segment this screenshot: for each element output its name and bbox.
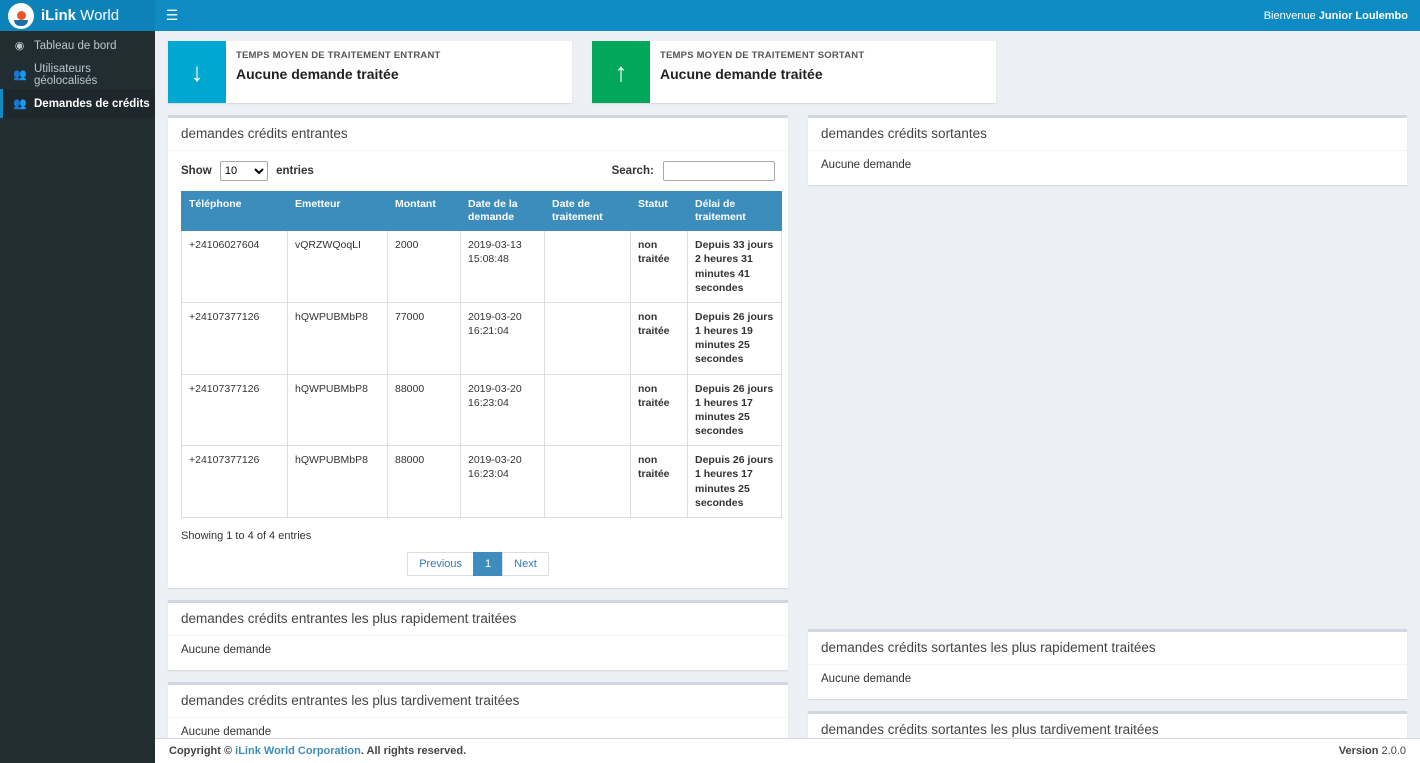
cell-montant: 88000 — [388, 374, 461, 446]
footer-copyright — [169, 745, 466, 757]
search-control — [612, 161, 775, 181]
sidebar-item-tableau-de-bord[interactable] — [0, 31, 155, 60]
cell-montant: 2000 — [388, 231, 461, 303]
box-empty-message: Aucune demande — [821, 673, 912, 685]
credits-icon: 👥 — [13, 98, 27, 110]
brand-title-bold: iLink — [41, 7, 77, 24]
kpi-label: TEMPS MOYEN DE TRAITEMENT ENTRANT — [236, 50, 441, 61]
footer — [155, 738, 1420, 763]
kpi-label: TEMPS MOYEN DE TRAITEMENT SORTANT — [660, 50, 865, 61]
left-column — [168, 115, 788, 763]
pagination-next[interactable]: Next — [502, 552, 549, 576]
footer-copyright-suffix: . All rights reserved. — [360, 745, 467, 757]
box-title: demandes crédits entrantes les plus rapidement traitées — [168, 603, 788, 636]
search-input[interactable] — [663, 161, 775, 181]
column-header-date-traitement[interactable]: Date de traitement — [545, 192, 631, 231]
top-navbar — [0, 0, 1420, 31]
cell-delai: Depuis 26 jours 1 heures 19 minutes 25 secondes — [688, 302, 782, 374]
cell-emetteur: vQRZWQoqLI — [288, 231, 388, 303]
box-body — [168, 151, 788, 588]
welcome-prefix: Bienvenue — [1263, 9, 1319, 22]
cell-date-traitement — [545, 302, 631, 374]
cell-montant: 88000 — [388, 446, 461, 518]
box-title: demandes crédits sortantes les plus rapidement traitées — [808, 632, 1407, 665]
brand-logo-area[interactable] — [0, 0, 155, 31]
table-header — [182, 192, 782, 231]
cell-date-traitement — [545, 374, 631, 446]
cell-emetteur: hQWPUBMbP8 — [288, 374, 388, 446]
main-content — [155, 31, 1420, 763]
table-info: Showing 1 to 4 of 4 entries — [181, 530, 312, 542]
table-row[interactable] — [182, 374, 782, 446]
column-header-telephone[interactable]: Téléphone — [182, 192, 288, 231]
box-title: demandes crédits sortantes les plus tardivement traitées — [808, 714, 1407, 747]
box-title: demandes crédits entrantes — [168, 118, 788, 151]
cell-emetteur: hQWPUBMbP8 — [288, 302, 388, 374]
table-row[interactable] — [182, 446, 782, 518]
footer-version-value: 2.0.0 — [1381, 745, 1406, 757]
users-icon: 👥 — [13, 69, 27, 81]
cell-statut: non traitée — [631, 446, 688, 518]
footer-version-label: Version — [1338, 745, 1382, 757]
right-column — [808, 115, 1407, 763]
box-empty-message: Aucune demande — [181, 644, 272, 656]
cell-emetteur: hQWPUBMbP8 — [288, 446, 388, 518]
cell-delai: Depuis 26 jours 1 heures 17 minutes 25 secondes — [688, 446, 782, 518]
brand-title-light: World — [76, 7, 120, 24]
cell-telephone: +24107377126 — [182, 302, 288, 374]
globe-logo-icon — [8, 3, 34, 29]
welcome-message — [1264, 10, 1420, 22]
sidebar — [0, 31, 155, 763]
cell-date-demande: 2019-03-20 16:23:04 — [461, 374, 545, 446]
sidebar-item-utilisateurs-geolocalises[interactable] — [0, 60, 155, 89]
cell-date-traitement — [545, 231, 631, 303]
sidebar-item-label: Utilisateurs géolocalisés — [34, 62, 98, 87]
cell-statut: non traitée — [631, 374, 688, 446]
pagination — [181, 552, 775, 576]
entries-label: entries — [276, 165, 314, 177]
pagination-previous[interactable]: Previous — [407, 552, 473, 576]
box-title: demandes crédits sortantes — [808, 118, 1407, 151]
arrow-up-icon: ↑ — [592, 41, 650, 103]
column-header-date-demande[interactable]: Date de la demande — [461, 192, 545, 231]
sidebar-item-label: Tableau de bord — [34, 39, 117, 52]
table-body — [182, 231, 782, 518]
table-row[interactable] — [182, 231, 782, 303]
box-incoming-requests — [168, 115, 788, 588]
footer-version — [1339, 745, 1406, 757]
kpi-row — [155, 31, 1420, 103]
box-incoming-fastest — [168, 600, 788, 670]
kpi-value: Aucune demande traitée — [236, 66, 399, 82]
cell-date-demande: 2019-03-20 16:23:04 — [461, 446, 545, 518]
column-header-montant[interactable]: Montant — [388, 192, 461, 231]
column-header-emetteur[interactable]: Emetteur — [288, 192, 388, 231]
welcome-username: Junior Loulembo — [1318, 9, 1408, 22]
cell-telephone: +24106027604 — [182, 231, 288, 303]
cell-telephone: +24107377126 — [182, 446, 288, 518]
incoming-requests-table — [181, 191, 782, 518]
cell-montant: 77000 — [388, 302, 461, 374]
cell-statut: non traitée — [631, 231, 688, 303]
page-length-control — [181, 161, 314, 181]
box-title: demandes crédits entrantes les plus tardivement traitées — [168, 685, 788, 718]
show-label: Show — [181, 165, 212, 177]
brand-title — [41, 7, 119, 24]
cell-date-demande: 2019-03-13 15:08:48 — [461, 231, 545, 303]
kpi-card-outgoing — [592, 41, 996, 103]
cell-telephone: +24107377126 — [182, 374, 288, 446]
page-length-select[interactable] — [220, 161, 268, 181]
footer-copyright-prefix: Copyright © — [169, 745, 236, 757]
cell-date-traitement — [545, 446, 631, 518]
hamburger-menu-icon[interactable]: ☰ — [165, 7, 179, 23]
cell-statut: non traitée — [631, 302, 688, 374]
sidebar-item-demandes-de-credits[interactable] — [0, 89, 155, 118]
kpi-card-incoming — [168, 41, 572, 103]
footer-company-link[interactable]: iLink World Corporation — [235, 745, 361, 757]
dashboard-icon: ◉ — [14, 40, 25, 52]
column-header-delai-traitement[interactable]: Délai de traitement — [688, 192, 782, 231]
box-outgoing-fastest — [808, 629, 1407, 699]
cell-date-demande: 2019-03-20 16:21:04 — [461, 302, 545, 374]
kpi-value: Aucune demande traitée — [660, 66, 823, 82]
arrow-down-icon: ↓ — [168, 41, 226, 103]
pagination-page-1[interactable]: 1 — [473, 552, 502, 576]
sidebar-item-label: Demandes de crédits — [34, 97, 150, 110]
search-label: Search: — [611, 165, 654, 177]
cell-delai: Depuis 26 jours 1 heures 17 minutes 25 secondes — [688, 374, 782, 446]
column-header-statut[interactable]: Statut — [631, 192, 688, 231]
datatable-controls — [181, 161, 775, 181]
dashboard-columns — [155, 103, 1420, 763]
box-empty-message: Aucune demande — [821, 159, 912, 171]
cell-delai: Depuis 33 jours 2 heures 31 minutes 41 secondes — [688, 231, 782, 303]
box-empty-message: Aucune demande — [181, 726, 272, 738]
table-row[interactable] — [182, 302, 782, 374]
box-outgoing-requests — [808, 115, 1407, 185]
